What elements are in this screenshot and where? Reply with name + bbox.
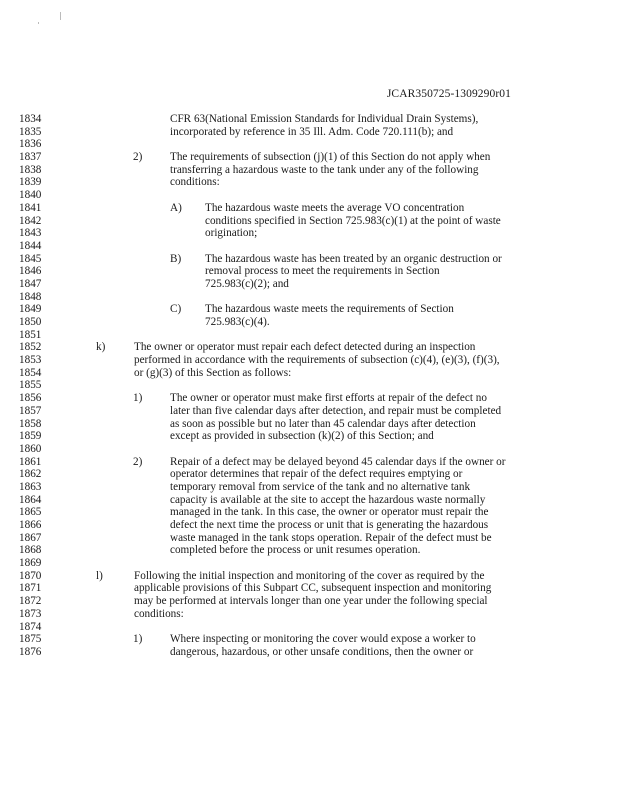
document-line [0, 354, 620, 367]
line-number: 1842 [19, 214, 42, 227]
line-number: 1836 [19, 138, 42, 151]
document-line [0, 367, 620, 380]
line-text: removal process to meet the requirements in Section [205, 265, 440, 278]
item-label: l) [96, 569, 103, 582]
line-number: 1856 [19, 392, 42, 405]
line-number: 1864 [19, 493, 42, 506]
document-line [0, 481, 620, 494]
document-line [0, 544, 620, 557]
line-text: performed in accordance with the requirements of subsection (c)(4), (e)(3), (f)(3), [134, 354, 500, 367]
line-number: 1860 [19, 442, 42, 455]
line-text: conditions specified in Section 725.983(c)(1) at the point of waste [205, 214, 501, 227]
document-line [0, 443, 620, 456]
line-number: 1848 [19, 290, 42, 303]
line-number: 1865 [19, 506, 42, 519]
line-text: incorporated by reference in 35 Ill. Adm. Code 720.111(b); and [170, 125, 454, 138]
line-text: Where inspecting or monitoring the cover would expose a worker to [170, 633, 476, 646]
line-text: defect the next time the process or unit that is generating the hazardous [170, 519, 489, 531]
line-text: 725.983(c)(4). [205, 316, 270, 328]
line-text: The hazardous waste has been treated by an organic destruction or [205, 252, 502, 265]
document-line [0, 202, 620, 215]
line-number: 1846 [19, 265, 42, 278]
document-line [0, 557, 620, 570]
line-text: capacity is available at the site to accept the hazardous waste normally [170, 493, 486, 506]
document-line [0, 494, 620, 507]
line-number: 1849 [19, 303, 42, 316]
item-label: k) [96, 341, 106, 354]
document-line [0, 341, 620, 354]
document-line [0, 278, 620, 291]
line-number: 1847 [19, 277, 42, 290]
line-text: Following the initial inspection and monitoring of the cover as required by the [134, 569, 485, 582]
line-number: 1839 [19, 176, 42, 189]
line-number: 1837 [19, 151, 42, 164]
line-text: completed before the process or unit resumes operation. [170, 544, 421, 557]
line-text: The hazardous waste meets the requirements of Section [205, 303, 454, 316]
document-line [0, 468, 620, 481]
line-number: 1845 [19, 252, 42, 265]
line-number: 1841 [19, 201, 42, 214]
document-line [0, 113, 620, 126]
document-line [0, 519, 620, 532]
document-line [0, 379, 620, 392]
document-line [0, 240, 620, 253]
line-text: 725.983(c)(2); and [205, 277, 289, 290]
line-text: may be performed at intervals longer than one year under the following special [134, 595, 488, 608]
line-text: The hazardous waste meets the average VO concentration [205, 201, 465, 214]
line-number: 1850 [19, 316, 42, 328]
document-line [0, 532, 620, 545]
line-number: 1859 [19, 430, 42, 443]
scan-speck [38, 22, 39, 24]
document-line [0, 405, 620, 418]
document-line [0, 138, 620, 151]
line-text: The owner or operator must repair each defect detected during an inspection [134, 341, 476, 354]
line-text: later than five calendar days after detection, and repair must be completed [170, 404, 502, 417]
line-number: 1851 [19, 328, 42, 341]
item-label: A) [170, 201, 182, 214]
line-text: conditions: [170, 176, 220, 189]
line-number: 1867 [19, 531, 42, 544]
line-number: 1866 [19, 519, 42, 531]
line-text: CFR 63(National Emission Standards for Individual Drain Systems), [170, 113, 479, 125]
line-number: 1834 [19, 113, 42, 125]
line-text: waste managed in the tank stops operation. Repair of the defect must be [170, 531, 492, 544]
line-number: 1835 [19, 125, 42, 138]
line-text: conditions: [134, 607, 184, 620]
line-number: 1862 [19, 468, 42, 481]
line-text: The requirements of subsection (j)(1) of this Section do not apply when [170, 151, 491, 164]
document-line [0, 506, 620, 519]
document-line [0, 126, 620, 139]
item-label: 2) [133, 455, 143, 468]
document-line [0, 265, 620, 278]
line-number: 1855 [19, 379, 42, 392]
line-text: Repair of a defect may be delayed beyond 45 calendar days if the owner or [170, 455, 506, 468]
line-text: operator determines that repair of the defect requires emptying or [170, 468, 463, 481]
line-number: 1875 [19, 633, 42, 646]
line-number: 1868 [19, 544, 42, 557]
line-numbered-text [0, 113, 620, 659]
line-number: 1872 [19, 595, 42, 608]
line-text: applicable provisions of this Subpart CC, subsequent inspection and monitoring [134, 582, 492, 595]
line-text: The owner or operator must make first efforts at repair of the defect no [170, 392, 487, 405]
document-line [0, 151, 620, 164]
document-line [0, 456, 620, 469]
document-line [0, 253, 620, 266]
line-text: managed in the tank. In this case, the owner or operator must repair the [170, 506, 489, 519]
line-number: 1876 [19, 645, 42, 658]
line-text: or (g)(3) of this Section as follows: [134, 366, 292, 379]
item-label: C) [170, 303, 182, 316]
document-line [0, 608, 620, 621]
scan-speck [60, 12, 61, 20]
document-line [0, 189, 620, 202]
document-line [0, 329, 620, 342]
item-label: 1) [133, 392, 143, 405]
line-number: 1858 [19, 417, 42, 430]
document-id-header: JCAR350725-1309290r01 [386, 88, 511, 100]
line-text: as soon as possible but no later than 45 calendar days after detection [170, 417, 476, 430]
document-line [0, 215, 620, 228]
document-line [0, 291, 620, 304]
document-line [0, 227, 620, 240]
document-line [0, 646, 620, 659]
document-line [0, 164, 620, 177]
line-text: transferring a hazardous waste to the tank under any of the following [170, 163, 479, 176]
document-line [0, 176, 620, 189]
item-label: 1) [133, 633, 143, 646]
line-number: 1838 [19, 163, 42, 176]
line-number: 1854 [19, 366, 42, 379]
line-text: dangerous, hazardous, or other unsafe conditions, then the owner or [170, 645, 474, 658]
line-text: origination; [205, 227, 258, 240]
line-text: temporary removal from service of the tank and no alternative tank [170, 480, 471, 493]
line-number: 1852 [19, 341, 42, 354]
document-line [0, 430, 620, 443]
line-number: 1844 [19, 239, 42, 252]
line-number: 1857 [19, 404, 42, 417]
line-number: 1869 [19, 557, 42, 570]
document-line [0, 570, 620, 583]
line-number: 1840 [19, 189, 42, 202]
document-line [0, 633, 620, 646]
document-line [0, 303, 620, 316]
item-label: B) [170, 252, 182, 265]
line-number: 1863 [19, 480, 42, 493]
line-number: 1871 [19, 582, 42, 595]
item-label: 2) [133, 151, 143, 164]
document-line [0, 316, 620, 329]
document-line [0, 392, 620, 405]
line-text: except as provided in subsection (k)(2) of this Section; and [170, 430, 434, 443]
document-line [0, 418, 620, 431]
line-number: 1861 [19, 455, 42, 468]
document-line [0, 621, 620, 634]
document-line [0, 595, 620, 608]
line-number: 1873 [19, 607, 42, 620]
line-number: 1843 [19, 227, 42, 240]
line-number: 1853 [19, 354, 42, 367]
line-number: 1870 [19, 569, 42, 582]
document-line [0, 582, 620, 595]
line-number: 1874 [19, 620, 42, 633]
